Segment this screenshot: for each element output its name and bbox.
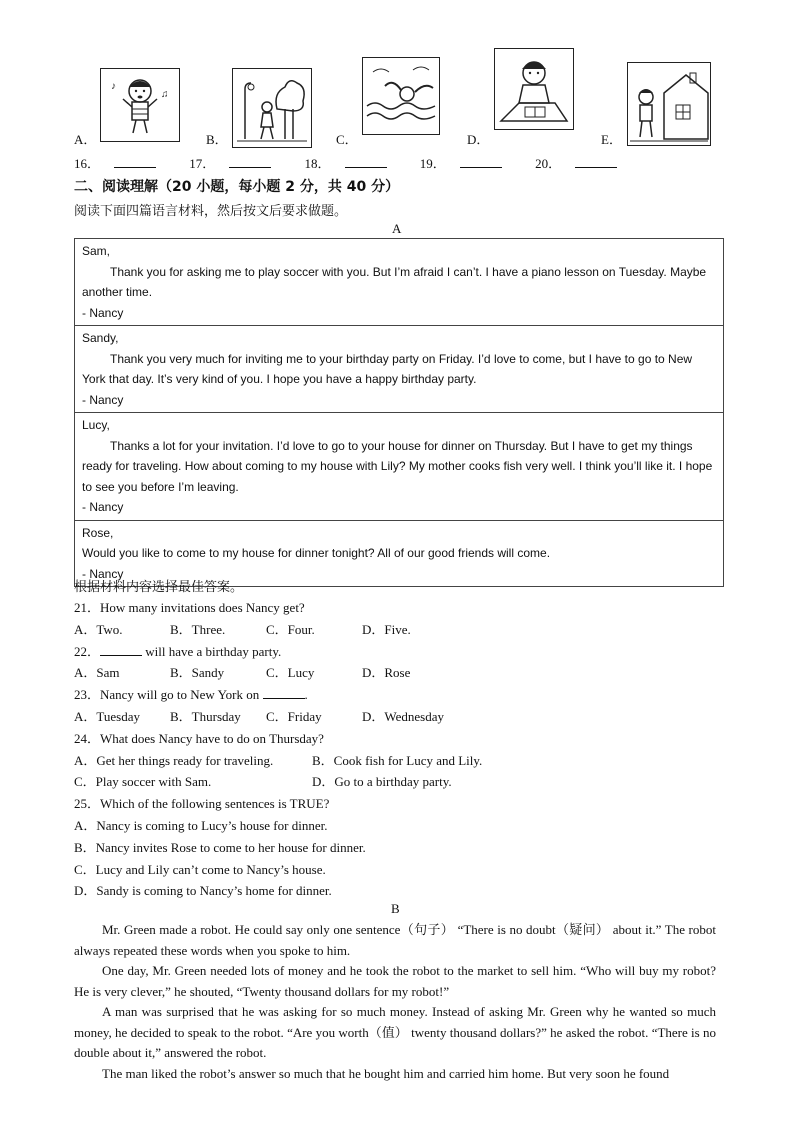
questions-21-25 <box>74 597 724 902</box>
note-sandy <box>75 326 723 413</box>
option-a[interactable]: A．Get her things ready for traveling. <box>74 752 274 768</box>
option-c[interactable]: C．Lucy and Lily can’t come to Nancy’s house. <box>74 861 326 877</box>
blank-20[interactable]: 20． <box>535 156 631 171</box>
option-a[interactable]: A．Tuesday <box>74 708 140 724</box>
picture-e <box>601 58 721 148</box>
option-a[interactable]: A．Two. <box>74 621 123 637</box>
option-b[interactable]: B．Cook fish for Lucy and Lily. <box>312 752 483 768</box>
note-signature: - Nancy <box>82 500 124 514</box>
section-title: 二、阅读理解（20 小题，每小题 2 分，共 40 分） <box>74 179 400 195</box>
swimming-icon <box>362 57 440 135</box>
boy-reading-icon <box>494 48 574 130</box>
section-intro: 阅读下面四篇语言材料，然后按文后要求做题。 <box>74 204 348 219</box>
boy-singing-icon <box>100 68 180 142</box>
option-b[interactable]: B．Three. <box>170 621 226 637</box>
note-recipient: Sam, <box>82 244 111 258</box>
answer-blank[interactable] <box>100 643 142 656</box>
question-24-stem: 24．What does Nancy have to do on Thursday? <box>74 730 324 746</box>
picture-label: E． <box>601 132 622 147</box>
note-signature: - Nancy <box>82 566 124 581</box>
option-c[interactable]: C．Lucy <box>266 665 315 681</box>
question-23-stem: 23．Nancy will go to New York on . <box>74 687 308 703</box>
picture-label: C． <box>336 132 358 147</box>
option-a[interactable]: A．Sam <box>74 665 120 681</box>
passage-paragraph: One day, Mr. Green needed lots of money and he took the robot to the market to sell him. “Who will buy my robot? He is very clever,” he shouted, “Twenty thousand dollars for my robot!” <box>74 963 716 999</box>
option-d[interactable]: D．Go to a birthday party. <box>312 774 452 790</box>
passage-paragraph: Mr. Green made a robot. He could say only one sentence（句子） “There is no doubt（疑问） about it.” The robot always repeated these words when you spoke to him. <box>74 922 716 958</box>
passage-b <box>74 920 716 1084</box>
option-c[interactable]: C．Friday <box>266 708 322 724</box>
question-21-stem: 21．How many invitations does Nancy get? <box>74 600 305 615</box>
notes-table <box>74 238 724 587</box>
girl-walking-icon <box>232 68 312 148</box>
note-sam <box>75 239 723 326</box>
option-a[interactable]: A．Nancy is coming to Lucy’s house for dinner. <box>74 817 328 833</box>
note-body: Would you like to come to my house for dinner tonight? All of our good friends will come. <box>82 546 551 560</box>
passage-paragraph: A man was surprised that he was asking for so much money. Instead of asking Mr. Green why he wanted so much money, he decided to speak to the robot. “Are you worth（值） twenty thousand dollars?” he asked the robot. “There is no double about it,” answered the robot. <box>74 1004 716 1060</box>
picture-label: B． <box>206 132 228 147</box>
option-b[interactable]: B．Thursday <box>170 708 241 724</box>
option-c[interactable]: C．Four. <box>266 621 315 637</box>
picture-a <box>74 60 184 148</box>
note-lucy <box>75 413 723 521</box>
option-d[interactable]: D．Wednesday <box>362 708 444 724</box>
passage-b-label: B <box>391 901 400 916</box>
question-intro: 根据材料内容选择最佳答案。 <box>74 580 244 595</box>
passage-paragraph: The man liked the robot’s answer so much that he bought him and carried him home. But very soon he found <box>102 1065 670 1081</box>
option-d[interactable]: D．Rose <box>362 665 411 681</box>
option-b[interactable]: B．Nancy invites Rose to come to her house for dinner. <box>74 839 366 855</box>
note-body: Thanks a lot for your invitation. I’d love to go to your house for dinner on Thursday. But I have to get my things ready for traveling. How about coming to my house with Lily? My mother cooks fish very well. I think you’ll like it. I hope to see you before I’m leaving. <box>82 438 713 494</box>
blank-19[interactable]: 19． <box>420 156 516 171</box>
picture-d <box>467 48 587 148</box>
boy-going-home-icon <box>627 62 711 146</box>
question-22-options <box>74 662 724 684</box>
svg-text:♪: ♪ <box>111 81 116 92</box>
note-body: Thank you very much for inviting me to your birthday party on Friday. I’d love to come, but I have to go to New York that day. It’s very kind of you. I hope you have a happy birthday party. <box>82 351 693 386</box>
option-c[interactable]: C．Play soccer with Sam. <box>74 774 212 790</box>
question-21-options <box>74 619 724 641</box>
note-recipient: Sandy, <box>82 331 119 345</box>
option-d[interactable]: D．Five. <box>362 621 411 637</box>
option-b[interactable]: B．Sandy <box>170 665 225 681</box>
picture-options <box>74 52 724 152</box>
note-recipient: Rose, <box>82 525 114 540</box>
note-body: Thank you for asking me to play soccer with you. But I’m afraid I can’t. I have a piano lesson on Tuesday. Maybe another time. <box>82 264 707 299</box>
question-24-options-row1 <box>74 750 724 772</box>
blank-17[interactable]: 17． <box>189 156 285 171</box>
picture-b <box>206 60 321 148</box>
question-25-stem: 25．Which of the following sentences is TRUE? <box>74 796 330 812</box>
question-23-options <box>74 706 724 728</box>
passage-a-label: A <box>392 221 402 236</box>
note-signature: - Nancy <box>82 305 124 320</box>
option-d[interactable]: D．Sandy is coming to Nancy’s home for dinner. <box>74 883 332 899</box>
question-22-stem: 22． will have a birthday party. <box>74 643 282 659</box>
svg-text:♫: ♫ <box>161 89 169 100</box>
note-recipient: Lucy, <box>82 418 110 432</box>
blank-18[interactable]: 18． <box>305 156 401 171</box>
answer-blanks-16-20 <box>74 153 645 172</box>
question-24-options-row2 <box>74 771 724 793</box>
blank-16[interactable]: 16． <box>74 156 170 171</box>
answer-blank[interactable] <box>263 686 305 699</box>
picture-label: D． <box>467 132 490 147</box>
note-signature: - Nancy <box>82 392 124 407</box>
picture-label: A． <box>74 132 97 147</box>
picture-c <box>336 53 454 148</box>
